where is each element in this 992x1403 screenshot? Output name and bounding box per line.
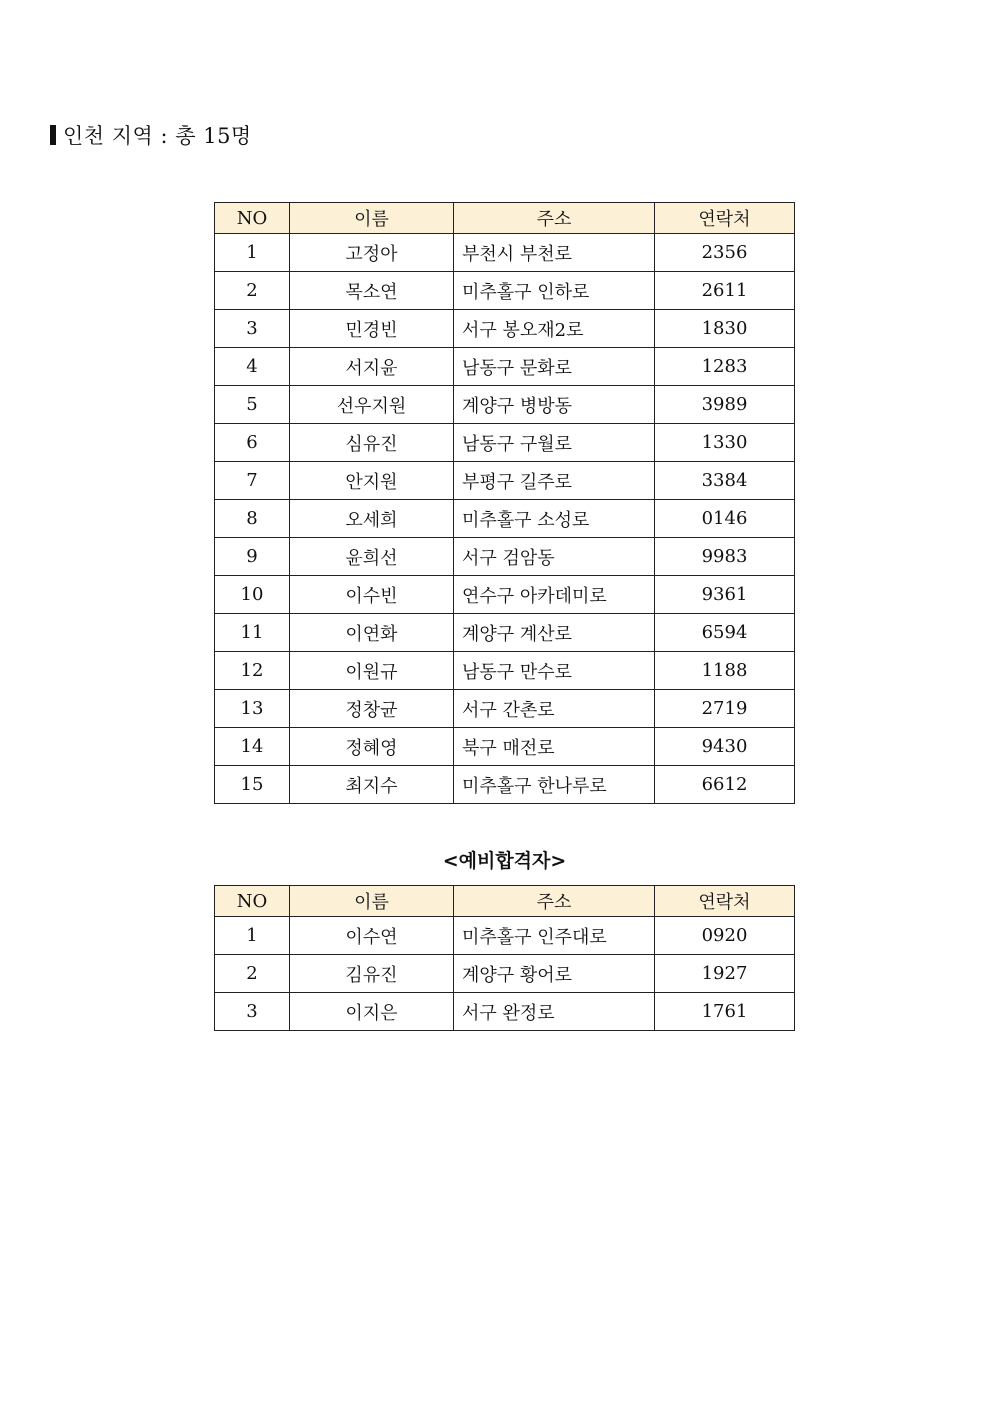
- cell-contact: 1283: [655, 348, 795, 386]
- table-row: [215, 386, 795, 424]
- table-row: [215, 576, 795, 614]
- cell-no: 3: [215, 993, 290, 1031]
- cell-contact: 2719: [655, 690, 795, 728]
- cell-address: 부천시 부천로: [454, 234, 655, 272]
- cell-name: 최지수: [290, 766, 454, 804]
- cell-contact: 9430: [655, 728, 795, 766]
- cell-name: 목소연: [290, 272, 454, 310]
- cell-name: 선우지원: [290, 386, 454, 424]
- cell-name: 이지은: [290, 993, 454, 1031]
- cell-address: 남동구 만수로: [454, 652, 655, 690]
- cell-contact: 1927: [655, 955, 795, 993]
- cell-contact: 6594: [655, 614, 795, 652]
- successful-applicants-table: [214, 202, 795, 804]
- cell-address: 북구 매전로: [454, 728, 655, 766]
- cell-no: 10: [215, 576, 290, 614]
- table-row: [215, 424, 795, 462]
- header-contact: 연락처: [655, 886, 795, 917]
- cell-name: 이원규: [290, 652, 454, 690]
- cell-contact: 3384: [655, 462, 795, 500]
- cell-contact: 0920: [655, 917, 795, 955]
- table-row: [215, 462, 795, 500]
- table-row: [215, 538, 795, 576]
- cell-name: 안지원: [290, 462, 454, 500]
- cell-name: 고정아: [290, 234, 454, 272]
- cell-no: 1: [215, 917, 290, 955]
- cell-name: 이연화: [290, 614, 454, 652]
- cell-address: 미추홀구 인주대로: [454, 917, 655, 955]
- cell-no: 13: [215, 690, 290, 728]
- cell-address: 남동구 구월로: [454, 424, 655, 462]
- table-row: [215, 728, 795, 766]
- cell-no: 6: [215, 424, 290, 462]
- cell-no: 14: [215, 728, 290, 766]
- cell-address: 미추홀구 한나루로: [454, 766, 655, 804]
- heading-text: 인천 지역 : 총 15명: [63, 124, 252, 148]
- header-no: NO: [215, 203, 290, 234]
- header-contact: 연락처: [655, 203, 795, 234]
- cell-address: 부평구 길주로: [454, 462, 655, 500]
- cell-no: 2: [215, 272, 290, 310]
- section-heading: [50, 120, 252, 150]
- cell-no: 4: [215, 348, 290, 386]
- table-header-row: [215, 203, 795, 234]
- table-row: [215, 652, 795, 690]
- cell-address: 서구 간촌로: [454, 690, 655, 728]
- cell-address: 미추홀구 인하로: [454, 272, 655, 310]
- cell-name: 오세희: [290, 500, 454, 538]
- cell-no: 12: [215, 652, 290, 690]
- cell-contact: 0146: [655, 500, 795, 538]
- cell-name: 이수연: [290, 917, 454, 955]
- reserve-title: <예비합격자>: [442, 850, 567, 872]
- cell-no: 3: [215, 310, 290, 348]
- cell-contact: 1761: [655, 993, 795, 1031]
- reserve-applicants-table: [214, 885, 795, 1031]
- cell-no: 11: [215, 614, 290, 652]
- cell-address: 계양구 병방동: [454, 386, 655, 424]
- table-row: [215, 955, 795, 993]
- cell-name: 김유진: [290, 955, 454, 993]
- cell-address: 남동구 문화로: [454, 348, 655, 386]
- table-row: [215, 348, 795, 386]
- cell-contact: 2356: [655, 234, 795, 272]
- cell-contact: 3989: [655, 386, 795, 424]
- table-row: [215, 500, 795, 538]
- table-row: [215, 234, 795, 272]
- cell-address: 서구 검암동: [454, 538, 655, 576]
- cell-contact: 1188: [655, 652, 795, 690]
- cell-address: 서구 봉오재2로: [454, 310, 655, 348]
- cell-address: 계양구 황어로: [454, 955, 655, 993]
- cell-name: 서지윤: [290, 348, 454, 386]
- cell-name: 정창균: [290, 690, 454, 728]
- cell-no: 8: [215, 500, 290, 538]
- cell-contact: 2611: [655, 272, 795, 310]
- table-row: [215, 690, 795, 728]
- cell-name: 민경빈: [290, 310, 454, 348]
- cell-no: 7: [215, 462, 290, 500]
- cell-contact: 1330: [655, 424, 795, 462]
- cell-no: 2: [215, 955, 290, 993]
- header-name: 이름: [290, 886, 454, 917]
- cell-name: 이수빈: [290, 576, 454, 614]
- cell-address: 계양구 계산로: [454, 614, 655, 652]
- header-no: NO: [215, 886, 290, 917]
- cell-name: 정혜영: [290, 728, 454, 766]
- table-row: [215, 272, 795, 310]
- header-name: 이름: [290, 203, 454, 234]
- cell-contact: 9361: [655, 576, 795, 614]
- cell-address: 서구 완정로: [454, 993, 655, 1031]
- table-row: [215, 917, 795, 955]
- cell-name: 심유진: [290, 424, 454, 462]
- cell-no: 5: [215, 386, 290, 424]
- cell-name: 윤희선: [290, 538, 454, 576]
- cell-no: 15: [215, 766, 290, 804]
- cell-no: 1: [215, 234, 290, 272]
- table-row: [215, 766, 795, 804]
- cell-contact: 1830: [655, 310, 795, 348]
- table-row: [215, 310, 795, 348]
- table-header-row: [215, 886, 795, 917]
- table-row: [215, 993, 795, 1031]
- table-row: [215, 614, 795, 652]
- heading-bar-marker: [50, 125, 56, 145]
- header-address: 주소: [454, 886, 655, 917]
- cell-no: 9: [215, 538, 290, 576]
- cell-address: 연수구 아카데미로: [454, 576, 655, 614]
- header-address: 주소: [454, 203, 655, 234]
- cell-contact: 6612: [655, 766, 795, 804]
- cell-contact: 9983: [655, 538, 795, 576]
- cell-address: 미추홀구 소성로: [454, 500, 655, 538]
